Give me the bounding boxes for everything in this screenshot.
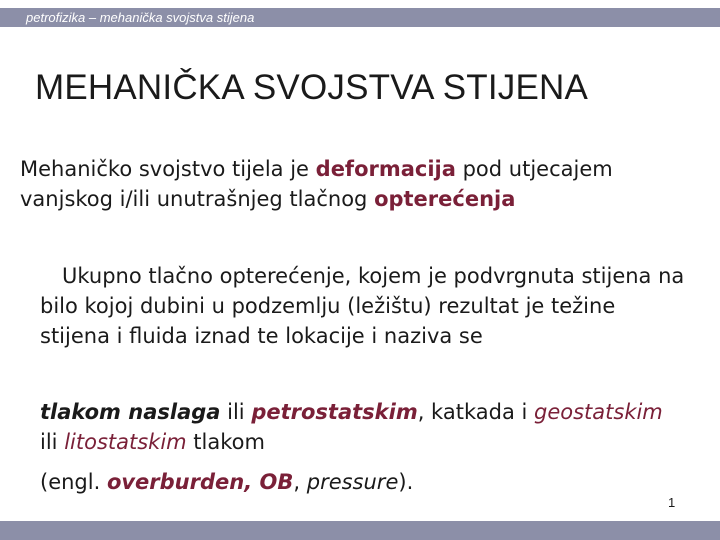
term-litostatskim: litostatskim	[64, 430, 187, 454]
p3-text-4: tlakom	[186, 430, 265, 454]
paragraph-definition	[20, 154, 640, 214]
p4-text-3: ).	[398, 470, 414, 494]
p3-text-3: ili	[40, 430, 65, 454]
term-deformacija: deformacija	[315, 157, 456, 181]
p4-text-2: ,	[293, 470, 307, 494]
p2-text: Ukupno tlačno opterećenje, kojem je podvrgnuta stijena na bilo kojoj dubini u podzemlju (ležištu) rezultat je težine stijena i fluida iznad te lokacije i naziva se	[40, 264, 685, 348]
p3-text-1: ili	[220, 400, 252, 424]
term-geostatskim: geostatskim	[534, 400, 663, 424]
header-text: petrofizika – mehanička svojstva stijena	[26, 10, 255, 25]
term-pressure: pressure	[306, 470, 399, 494]
paragraph-english-term	[40, 467, 680, 497]
footer-bar	[0, 521, 720, 540]
term-overburden: overburden, OB	[106, 470, 294, 494]
header-bar	[0, 8, 720, 27]
p4-text-1: (engl.	[40, 470, 107, 494]
p1-text-2: pod utjecajem vanjskog i/ili unutrašnjeg tlačnog	[20, 157, 613, 211]
slide-title: MEHANIČKA SVOJSTVA STIJENA	[35, 68, 589, 107]
term-tlakom-naslaga: tlakom naslaga	[40, 400, 221, 424]
p1-text-1: Mehaničko svojstvo tijela je	[20, 157, 316, 181]
page-number: 1	[668, 495, 676, 510]
paragraph-total-load	[40, 261, 690, 351]
paragraph-pressure-names	[40, 397, 680, 457]
term-petrostatskim: petrostatskim	[251, 400, 418, 424]
p3-text-2: , katkada i	[417, 400, 534, 424]
term-opterecenja: opterećenja	[374, 187, 516, 211]
